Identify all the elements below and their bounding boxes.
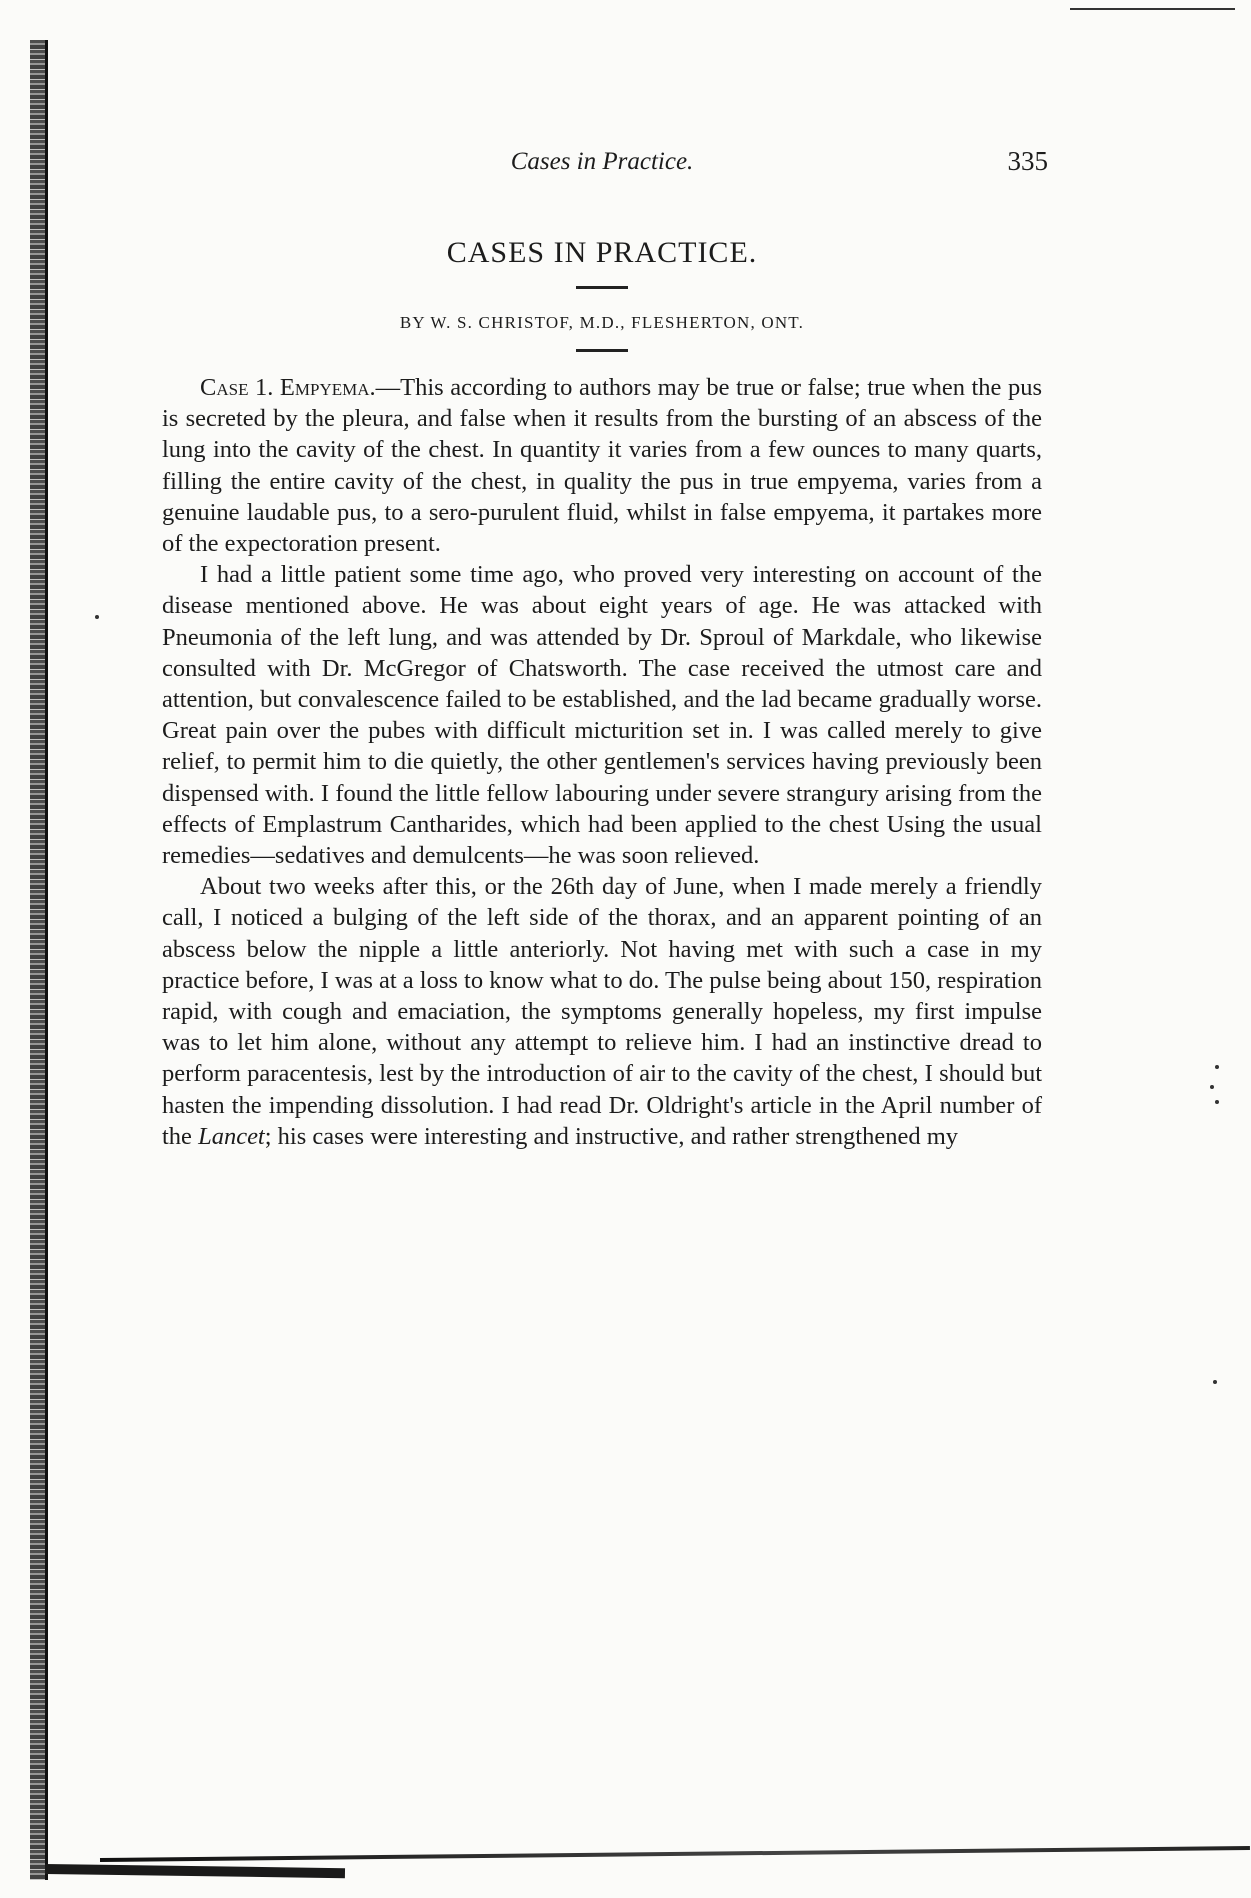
article-title: CASES IN PRACTICE. xyxy=(446,236,758,269)
speck xyxy=(1215,1100,1219,1104)
speck xyxy=(1213,1380,1217,1384)
running-header xyxy=(162,140,1048,184)
paragraph xyxy=(162,871,1042,1152)
journal-title: Lancet xyxy=(198,1122,265,1150)
title-divider xyxy=(576,286,628,289)
case-heading: Case 1. Empyema. xyxy=(200,374,376,401)
paragraph-text: ; his cases were interesting and instructive, and rather strengthened my xyxy=(264,1122,959,1150)
speck xyxy=(1210,1085,1214,1089)
paragraph-text: About two weeks after this, or the 26th day of June, when I made merely a friendly call, I noticed a bulging of the left side of the thorax, and an apparent pointing of an abscess below the nipple a little anteriorly. Not having met with such a case in my practice before, I was at a loss to know what to do. The pulse being about 150, respiration rapid, with cough and emaciation, the symptoms generally hopeless, my first impulse was to let him alone, without any attempt to relieve him. I had an instinctive dread to perform paracentesis, lest by the introduction of air to the cavity of the chest, I should but hasten the impending dissolution. I had read Dr. Oldright's article in the April number of the xyxy=(162,873,1042,1150)
running-title: Cases in Practice. xyxy=(510,148,694,175)
page-number: 335 xyxy=(1007,146,1048,176)
book-binding-shadow xyxy=(30,40,46,1880)
scan-edge-line xyxy=(1070,8,1235,10)
article-body xyxy=(162,372,1042,1152)
binding-edge xyxy=(45,40,48,1880)
page-corner-shadow xyxy=(45,1864,345,1878)
paragraph xyxy=(162,372,1042,559)
author-byline: BY W. S. CHRISTOF, M.D., FLESHERTON, ONT. xyxy=(399,313,805,332)
paragraph: I had a little patient some time ago, who proved very interesting on account of the disease mentioned above. He was about eight years of age. He was attacked with Pneumonia of the left lung, and was attended by Dr. Sproul of Markdale, who likewise consulted with Dr. McGregor of Chatsworth. The case received the utmost care and attention, but convalescence failed to be established, and the lad became gradually worse. Great pain over the pubes with difficult micturition set in. I was called merely to give relief, to permit him to die quietly, the other gentlemen's services having previously been dispensed with. I found the little fellow labouring under severe strangury arising from the effects of Emplastrum Cantharides, which had been applied to the chest Using the usual remedies—sedatives and demulcents—he was soon relieved. xyxy=(162,561,1042,870)
page-content xyxy=(162,140,1048,1152)
paragraph-text: —This according to authors may be true or false; true when the pus is secreted by the pleura, and false when it results from the bursting of an abscess of the lung into the cavity of the chest. In quantity it varies from a few ounces to many quarts, filling the entire cavity of the chest, in quality the pus in true empyema, varies from a genuine laudable pus, to a sero-purulent fluid, whilst in false empyema, it partakes more of the expectoration present. xyxy=(162,374,1042,558)
byline-divider xyxy=(576,349,628,352)
speck xyxy=(1215,1065,1219,1069)
page-bottom-edge xyxy=(100,1846,1250,1862)
speck xyxy=(95,615,99,619)
